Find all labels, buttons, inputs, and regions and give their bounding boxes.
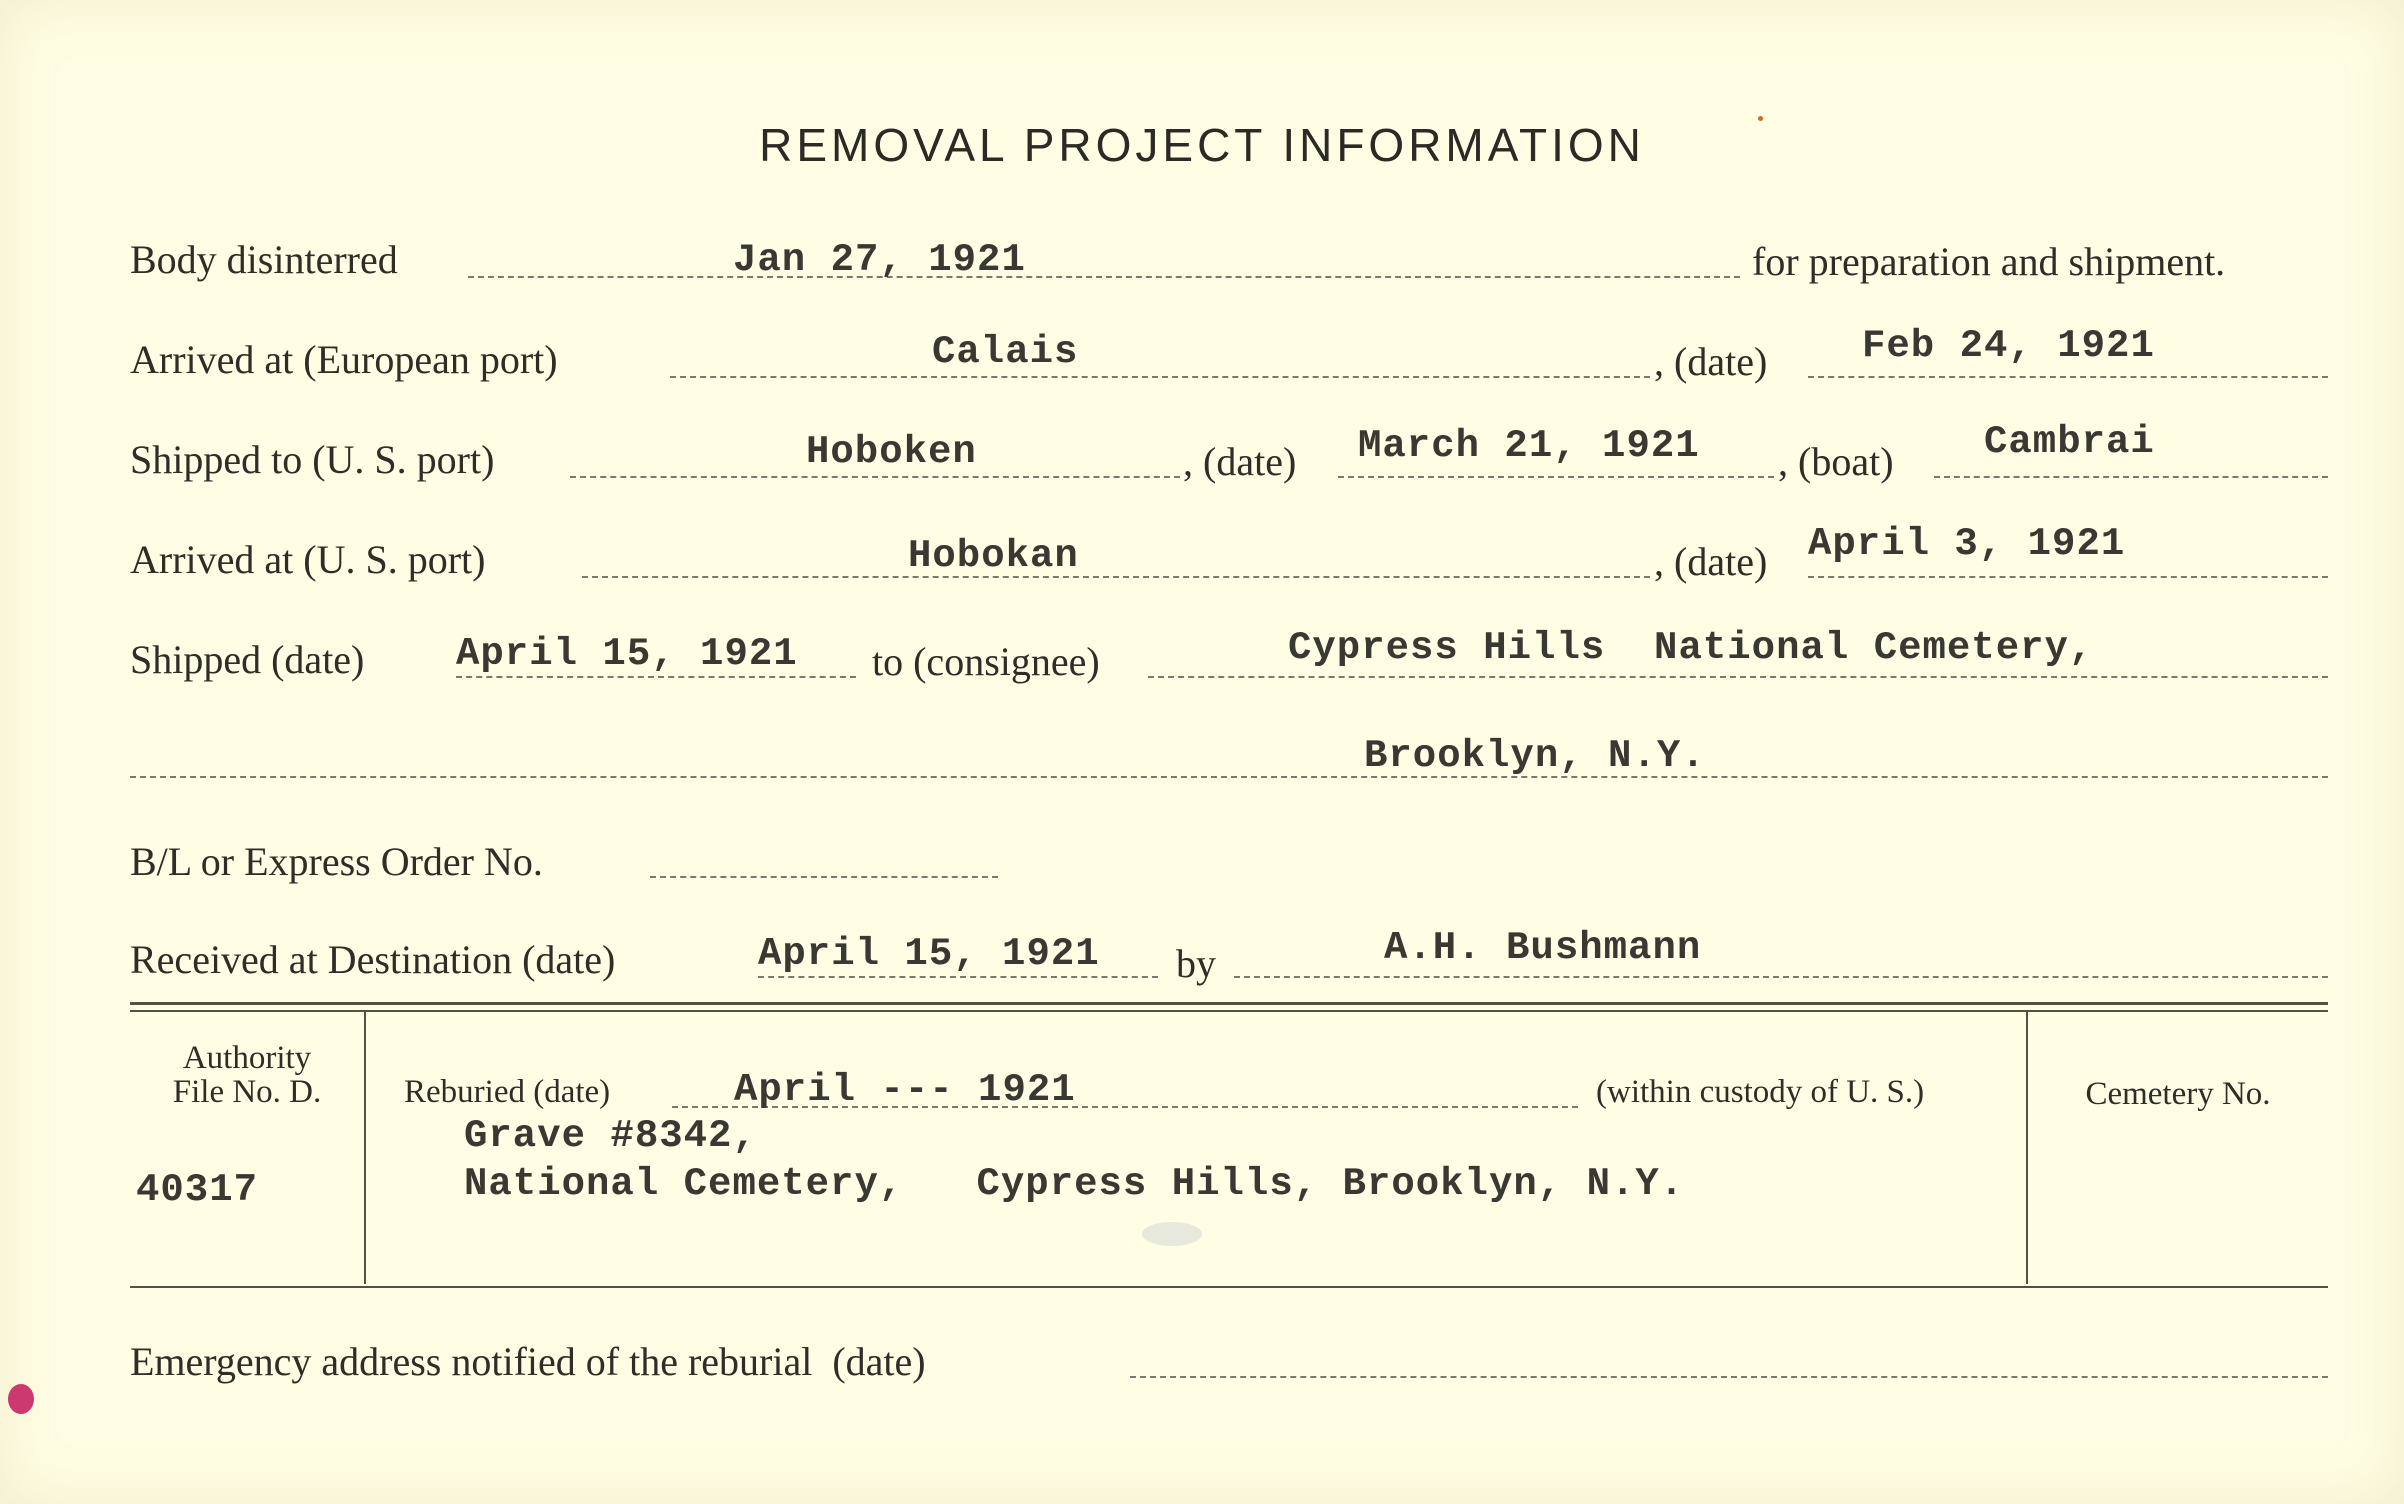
arrived-us-date-line	[1808, 576, 2328, 578]
arrived-european-label: Arrived at (European port)	[130, 337, 558, 382]
bl-order-label: B/L or Express Order No.	[130, 839, 543, 884]
section-rule-bottom	[130, 1286, 2328, 1288]
arrived-european-port: Calais	[932, 330, 1079, 374]
shipped-us-label: Shipped to (U. S. port)	[130, 437, 495, 482]
reburied-date: April --- 1921	[734, 1068, 1076, 1112]
card-title: REMOVAL PROJECT INFORMATION	[759, 119, 1645, 171]
consignee-label: to (consignee)	[872, 639, 1100, 684]
received-date: April 15, 1921	[758, 932, 1100, 976]
arrived-us-label: Arrived at (U. S. port)	[130, 537, 486, 582]
arrived-us-date-label: , (date)	[1654, 539, 1768, 584]
body-disinterred-line	[468, 276, 1740, 278]
ink-stain	[8, 1384, 34, 1414]
arrived-european-date-line	[1808, 376, 2328, 378]
received-by: A.H. Bushmann	[1384, 926, 1702, 970]
body-disinterred-label: Body disinterred	[130, 237, 398, 282]
shipped-us-boat-label: , (boat)	[1778, 439, 1894, 484]
shipped-us-boat-line	[1934, 476, 2328, 478]
consignee-continuation-line	[130, 776, 2328, 778]
shipped-us-date-line	[1338, 476, 1774, 478]
emergency-label: Emergency address notified of the reburial (date)	[130, 1339, 926, 1384]
authority-divider	[364, 1012, 366, 1284]
section-rule-top-2	[130, 1010, 2328, 1012]
shipped-us-date-label: , (date)	[1183, 439, 1297, 484]
consignee-line	[1148, 676, 2328, 678]
arrived-us-date: April 3, 1921	[1808, 522, 2126, 566]
received-by-label: by	[1176, 941, 1216, 986]
reburied-label: Reburied (date)	[404, 1074, 611, 1110]
reburial-location: National Cemetery, Cypress Hills, Brooklyn, N.Y.	[464, 1162, 1685, 1206]
custody-note: (within custody of U. S.)	[1596, 1074, 1925, 1110]
arrived-us-port: Hobokan	[908, 534, 1079, 578]
paper-speck	[1758, 116, 1763, 121]
shipped-us-boat: Cambrai	[1984, 420, 2155, 464]
consignee-line2: Brooklyn, N.Y.	[1364, 734, 1706, 778]
shipped-us-date: March 21, 1921	[1358, 424, 1700, 468]
paper-smudge	[1142, 1222, 1202, 1246]
shipped-date: April 15, 1921	[456, 632, 798, 676]
arrived-european-port-line	[670, 376, 1650, 378]
authority-label-line1: Authority	[182, 1040, 312, 1076]
authority-file-number: 40317	[136, 1168, 259, 1212]
consignee-line1: Cypress Hills National Cemetery,	[1288, 626, 2094, 670]
emergency-line	[1130, 1376, 2328, 1378]
body-disinterred-suffix: for preparation and shipment.	[1752, 239, 2226, 284]
bl-order-line	[650, 876, 998, 878]
arrived-european-date: Feb 24, 1921	[1862, 324, 2155, 368]
cemetery-divider	[2026, 1012, 2028, 1284]
grave-number: Grave #8342,	[464, 1114, 757, 1158]
received-by-line	[1234, 976, 2328, 978]
shipped-date-line	[456, 676, 856, 678]
received-date-line	[758, 976, 1158, 978]
cemetery-no-label: Cemetery No.	[2085, 1076, 2271, 1112]
shipped-us-port: Hoboken	[806, 430, 977, 474]
shipped-date-label: Shipped (date)	[130, 637, 365, 682]
body-disinterred-date: Jan 27, 1921	[733, 238, 1026, 282]
authority-label-line2: File No. D.	[172, 1074, 322, 1110]
shipped-us-port-line	[570, 476, 1180, 478]
received-label: Received at Destination (date)	[130, 937, 616, 982]
section-rule-top-1	[130, 1002, 2328, 1005]
arrived-european-date-label: , (date)	[1654, 339, 1768, 384]
arrived-us-port-line	[582, 576, 1650, 578]
